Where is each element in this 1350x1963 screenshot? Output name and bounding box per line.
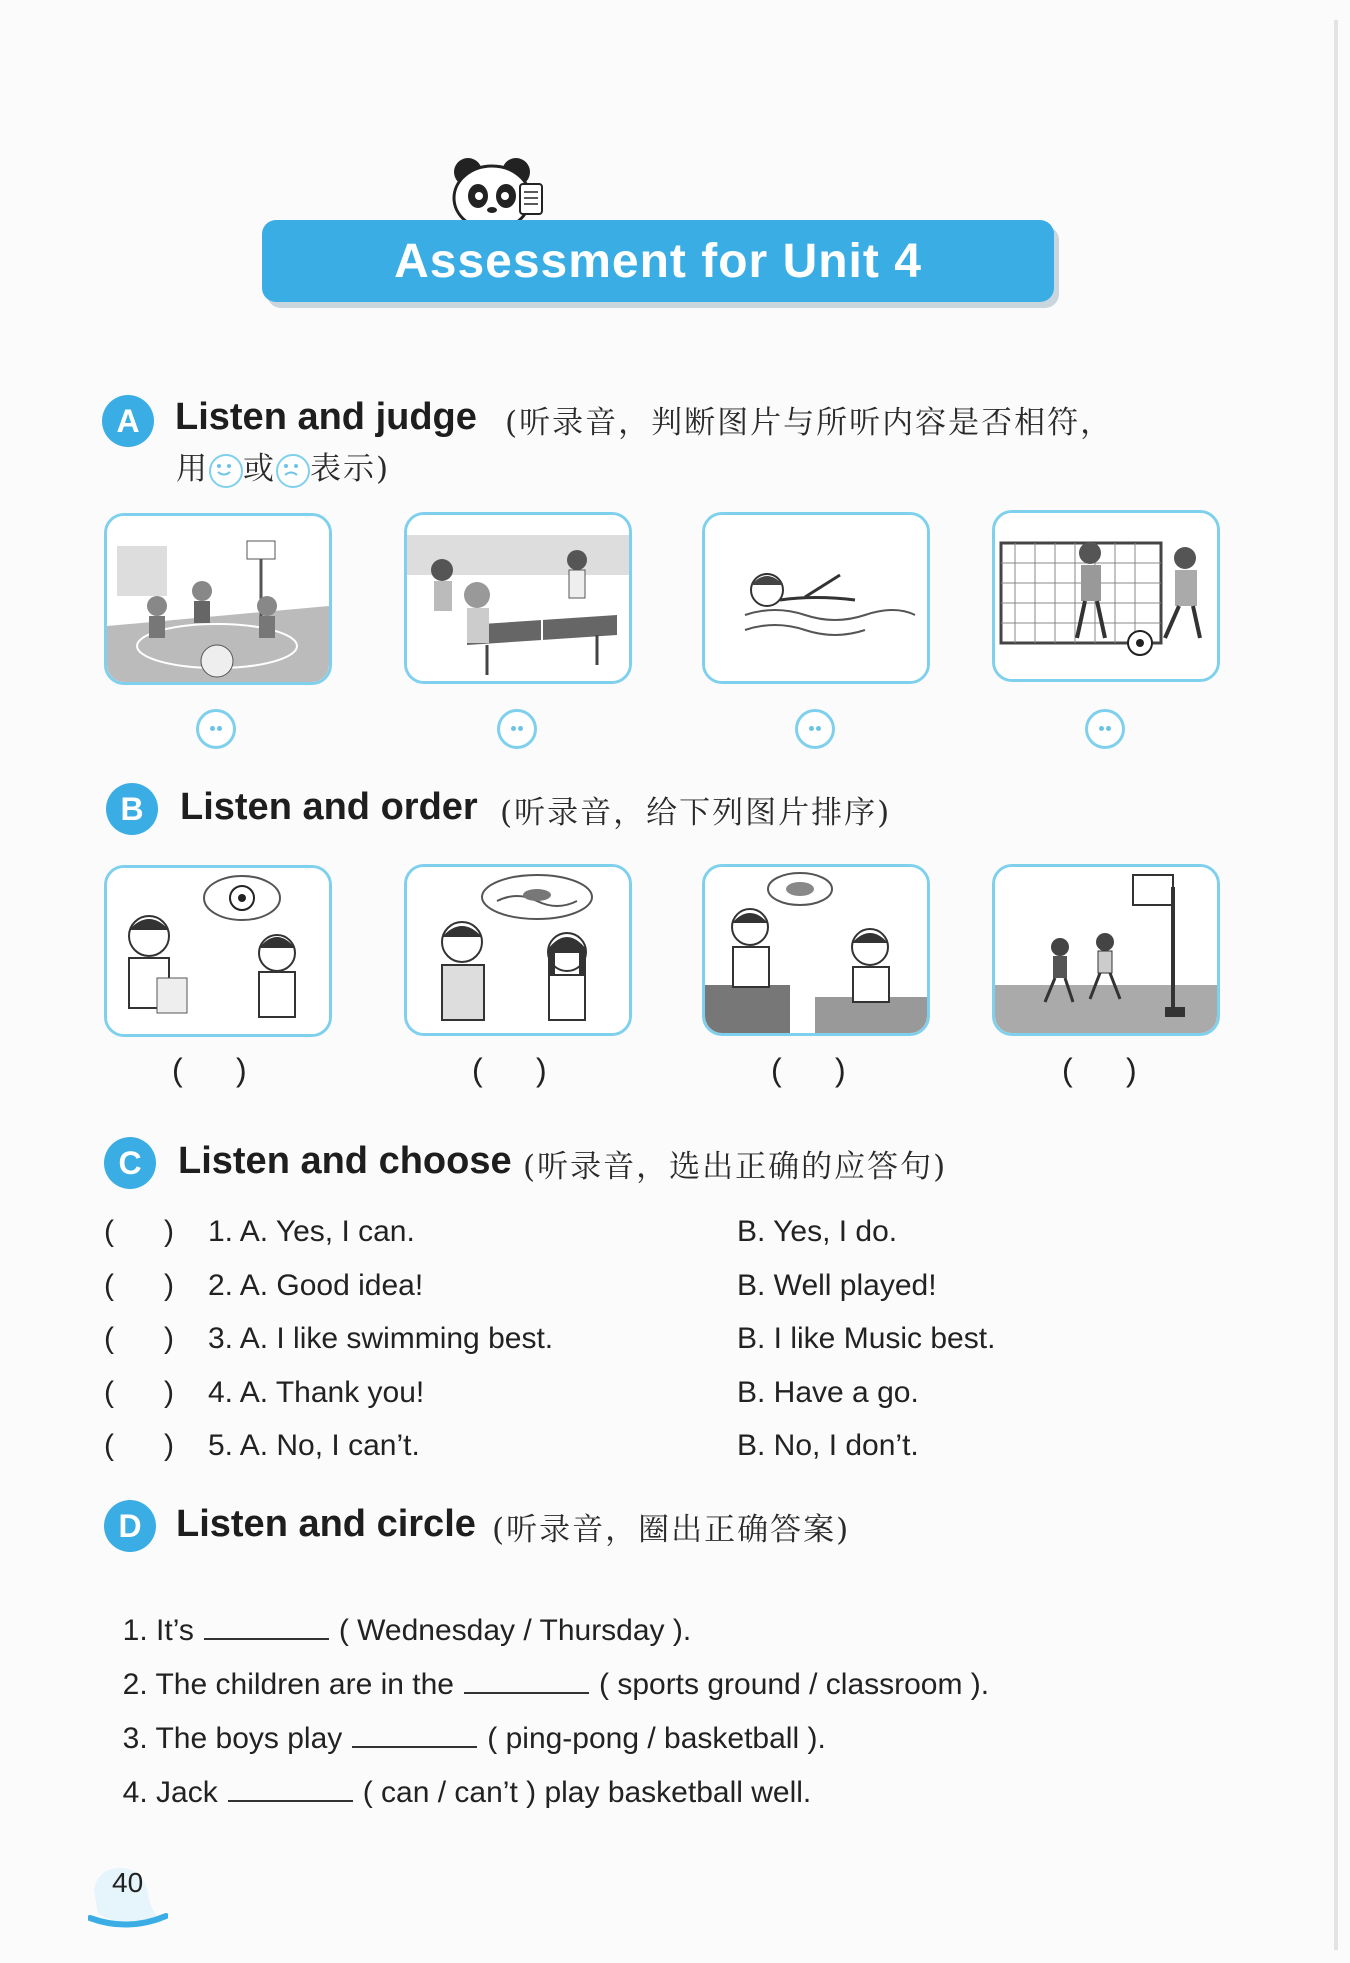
section-b-title: Listen and order — [180, 786, 478, 828]
section-a-or-label: 或 — [243, 451, 276, 487]
picture-b1-talk-football — [104, 865, 332, 1037]
picture-a1-sports-ground — [104, 513, 332, 685]
circle-question-1-options[interactable]: ( Wednesday / Thursday ). — [338, 1614, 692, 1647]
answer-face-a1[interactable] — [196, 709, 236, 749]
circle-question-4-stem: 4. Jack — [122, 1776, 218, 1809]
section-d-subtitle: (听录音，圈出正确答案) — [492, 1512, 851, 1548]
section-d-title: Listen and circle — [176, 1503, 476, 1545]
choice-paren-2[interactable]: ( ) — [104, 1269, 174, 1302]
order-blank-b3[interactable]: ( ) — [771, 1052, 846, 1088]
circle-question-1-stem: 1. It’s — [122, 1614, 194, 1647]
section-c-subtitle: (听录音，选出正确的应答句) — [523, 1149, 948, 1185]
choice-paren-5[interactable]: ( ) — [104, 1429, 174, 1462]
page-edge — [1334, 20, 1338, 1950]
order-blank-b1[interactable]: ( ) — [172, 1052, 247, 1088]
choice-option-b-5: B. No, I don’t. — [737, 1429, 919, 1462]
section-a-express-label: 表示) — [310, 451, 391, 487]
picture-a4-football — [992, 510, 1220, 682]
circle-question-3-options[interactable]: ( ping-pong / basketball ). — [487, 1722, 826, 1755]
section-d-badge: D — [104, 1500, 156, 1552]
choice-paren-1[interactable]: ( ) — [104, 1215, 174, 1248]
picture-a2-ping-pong — [404, 512, 632, 684]
circle-question-3-stem: 3. The boys play — [122, 1722, 343, 1755]
sad-face-icon — [276, 454, 310, 488]
picture-a3-swimming — [702, 512, 930, 684]
choice-option-a-2: 2. A. Good idea! — [208, 1269, 424, 1302]
answer-face-a3[interactable] — [795, 709, 835, 749]
choice-option-a-4: 4. A. Thank you! — [208, 1376, 425, 1409]
answer-face-a2[interactable] — [497, 709, 537, 749]
section-a-badge: A — [102, 395, 154, 447]
section-a-title: Listen and judge — [175, 396, 477, 438]
circle-question-2-options[interactable]: ( sports ground / classroom ). — [599, 1668, 990, 1701]
choice-option-a-3: 3. A. I like swimming best. — [208, 1322, 554, 1355]
section-a-use-label: 用 — [176, 451, 209, 487]
picture-b4-basketball — [992, 864, 1220, 1036]
title-banner — [262, 220, 1054, 302]
section-b-subtitle: (听录音，给下列图片排序) — [500, 795, 892, 831]
smiley-face-icon — [209, 454, 243, 488]
choice-option-b-3: B. I like Music best. — [737, 1322, 996, 1355]
choice-option-b-2: B. Well played! — [737, 1269, 937, 1302]
circle-question-2-stem: 2. The children are in the — [122, 1668, 454, 1701]
picture-b3-classroom — [702, 864, 930, 1036]
choice-option-a-5: 5. A. No, I can’t. — [208, 1429, 420, 1462]
section-a-subtitle: (听录音，判断图片与所听内容是否相符， — [505, 405, 1114, 441]
section-a-subtitle-line2 — [176, 443, 390, 488]
circle-question-4-options[interactable]: ( can / can’t ) play basketball well. — [362, 1776, 812, 1809]
choice-option-b-4: B. Have a go. — [737, 1376, 919, 1409]
order-blank-b2[interactable]: ( ) — [472, 1052, 547, 1088]
choice-paren-3[interactable]: ( ) — [104, 1322, 174, 1355]
choice-option-a-1: 1. A. Yes, I can. — [208, 1215, 415, 1248]
section-b-badge: B — [106, 783, 158, 835]
circle-question-4 — [106, 1742, 811, 1810]
choice-option-b-1: B. Yes, I do. — [737, 1215, 898, 1248]
choice-paren-4[interactable]: ( ) — [104, 1376, 174, 1409]
page-title: Assessment for Unit 4 — [394, 234, 922, 288]
page-number: 40 — [112, 1867, 144, 1898]
section-c-badge: C — [104, 1137, 156, 1189]
section-c-title: Listen and choose — [178, 1140, 512, 1182]
answer-blank-4[interactable] — [228, 1798, 353, 1802]
answer-face-a4[interactable] — [1085, 709, 1125, 749]
picture-b2-talk-swimming — [404, 864, 632, 1036]
order-blank-b4[interactable]: ( ) — [1062, 1052, 1137, 1088]
